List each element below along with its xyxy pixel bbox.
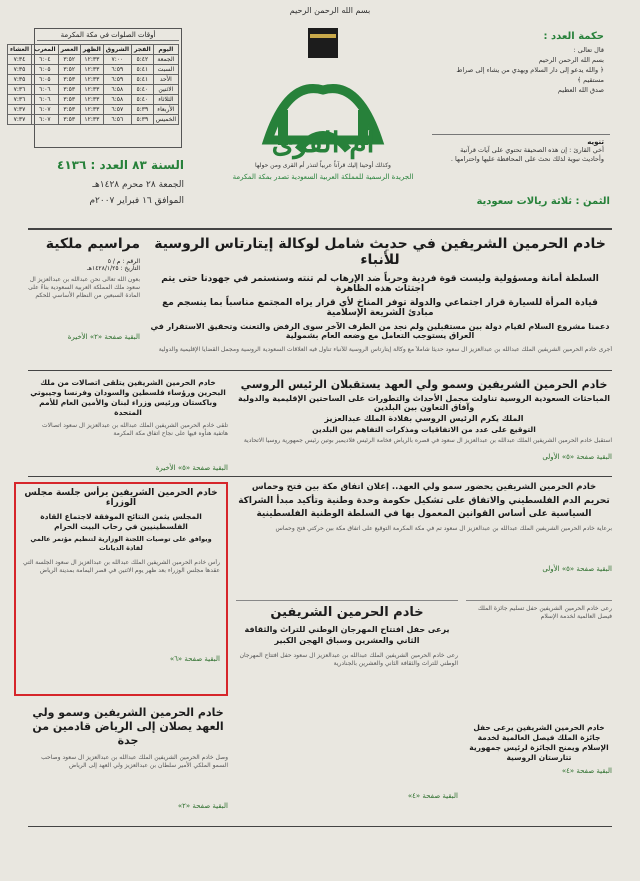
prayer-cell: ٦:٠٥ bbox=[32, 75, 58, 85]
calls-body: تلقى خادم الحرمين الشريفين الملك عبدالله بن عبدالعزيز آل سعود اتصالات هاتفية هنأوه فيها على نجاح اتفاق مكة المكرمة bbox=[41, 422, 228, 437]
putin-deck2: الملك يكرم الرئيس الروسي بقلادة الملك عبدالعزيز bbox=[324, 414, 524, 423]
prayer-row bbox=[7, 115, 178, 125]
faisal-prize-story bbox=[466, 600, 612, 820]
divider-2 bbox=[28, 370, 612, 371]
wisdom-line: قال تعالى : bbox=[573, 46, 604, 54]
mecca-deck2: السياسية على أساس القوانين المعمول بها في السلطة الوطنية الفلسطينية bbox=[256, 509, 592, 519]
wisdom-title: حكمة العدد : bbox=[543, 31, 604, 42]
janadriyah-more-link[interactable]: البقية صفحة «٤» bbox=[407, 792, 458, 800]
year-issue: السنة ٨٣ العدد : ٤١٣٦ bbox=[57, 158, 184, 172]
prayer-cell: ٣:٥٢ bbox=[58, 55, 80, 65]
wisdom-line: ﴿ والله يدعو إلى دار السلام ويهدي من يشاء إلى صراط مستقيم ﴾ bbox=[456, 66, 604, 84]
prayer-cell: الأربعاء bbox=[153, 105, 178, 115]
prayer-header-cell: الظهر bbox=[80, 45, 103, 55]
janadriyah-story bbox=[236, 600, 458, 820]
faisal-prize-body: رعى خادم الحرمين الشريفين حفل تسليم جائزة الملك فيصل العالمية لخدمة الإسلام bbox=[477, 605, 612, 620]
prayer-cell: ١٢:٣٣ bbox=[80, 75, 103, 85]
prayer-cell: ١٢:٣٣ bbox=[80, 105, 103, 115]
prayer-cell: ٣:٥٣ bbox=[58, 95, 80, 105]
return-title: خادم الحرمين الشريفين وسمو ولي العهد يصلان إلى الرياض قادمين من جدة bbox=[32, 706, 224, 747]
date-hijri: الجمعة ٢٨ محرم ١٤٢٨هـ bbox=[92, 180, 184, 190]
mecca-body: برعاية خادم الحرمين الشريفين الملك عبدالله بن عبدالعزيز آل سعود تم في مكة المكرمة التوقيع على اتفاق مكة بين حركتي فتح وحماس bbox=[275, 525, 612, 532]
date-gregorian: الموافق ١٦ فبراير ٢٠٠٧م bbox=[89, 196, 184, 206]
faisal-prize-title: خادم الحرمين الشريفين يرعى حفل جائزة الملك فيصل العالمية لخدمة الإسلام ويمنح الجائزة لرئيس جمهورية تتارستان الروسية bbox=[469, 723, 609, 762]
janadriyah-title: يرعى حفل افتتاح المهرجان الوطني للتراث والثقافة الثاني والعشرين وسباق الهجن الكبير bbox=[244, 625, 450, 645]
price: الثمن : ثلاثة ريالات سعودية bbox=[476, 196, 610, 207]
putin-more-link[interactable]: البقية صفحة «٥» الأولى bbox=[542, 453, 612, 461]
prayer-cell: ٧:٣٧ bbox=[7, 105, 31, 115]
lead-deck3: دعمنا مشروع السلام لقيام دولة بين مستقبلين ولم نجد من الطرف الآخر سوى الرفض والتعنت وتحقيق الاستقرار في العراق يستوجب التعامل مع وضعه العام بشمولية bbox=[150, 322, 610, 340]
prayer-header-cell: الشروق bbox=[103, 45, 131, 55]
bottom-rule bbox=[28, 826, 612, 827]
royal-decrees bbox=[28, 236, 140, 366]
prayer-cell: ٣:٥٣ bbox=[58, 105, 80, 115]
return-body: وصل خادم الحرمين الشريفين الملك عبدالله بن عبدالعزيز آل سعود وصاحب السمو الملكي الأمير سلطان بن عبدالعزيز ولي العهد إلى الرياض bbox=[41, 754, 228, 769]
cabinet-title: خادم الحرمين الشريفين يرأس جلسة مجلس الوزراء bbox=[24, 488, 218, 508]
putin-story bbox=[236, 378, 612, 470]
prayer-cell: ٧:٣٥ bbox=[7, 65, 31, 75]
prayer-row bbox=[7, 95, 178, 105]
prayer-cell: ٦:٠٤ bbox=[32, 55, 58, 65]
decrees-more-link[interactable]: البقية صفحة «٢» الأخيرة bbox=[67, 333, 140, 341]
prayer-cell: ٥:٤١ bbox=[132, 75, 154, 85]
calls-story bbox=[28, 378, 228, 470]
prayer-cell: ٣:٥٣ bbox=[58, 75, 80, 85]
putin-deck3: التوقيع على عدد من الاتفاقيات ومذكرات التفاهم بين البلدين bbox=[312, 425, 536, 434]
prayer-cell: ٦:٥٦ bbox=[103, 115, 131, 125]
masthead-title: أم القرى bbox=[271, 126, 375, 159]
prayer-cell: ٣:٥٣ bbox=[58, 115, 80, 125]
prayer-cell: ٦:٥٨ bbox=[103, 95, 131, 105]
notice-text: أخي القارئ : إن هذه الصحيفة تحتوي على آيات قرآنية وأحاديث نبوية لذلك نحث على المحافظة عليها واحترامها . bbox=[450, 146, 604, 163]
prayer-cell: ٥:٤٠ bbox=[132, 85, 154, 95]
return-story bbox=[28, 706, 228, 820]
cabinet-story bbox=[14, 482, 228, 696]
prayer-cell: ١٢:٣٣ bbox=[80, 85, 103, 95]
cabinet-deck1: المجلس يثمن النتائج الموفقة لاجتماع القادة الفلسطينيين في رحاب البيت الحرام bbox=[40, 512, 202, 531]
wisdom-line: بسم الله الرحمن الرحيم bbox=[538, 56, 604, 64]
decrees-number: الرقم : م / ٥ bbox=[107, 258, 140, 265]
faisal-prize-more-link[interactable]: البقية صفحة «٤» bbox=[561, 767, 612, 775]
wisdom-text bbox=[438, 45, 604, 95]
wisdom-line: صدق الله العظيم bbox=[557, 86, 604, 94]
prayer-cell: ٦:٥٩ bbox=[103, 65, 131, 75]
cabinet-body: رأس خادم الحرمين الشريفين الملك عبدالله بن عبدالعزيز آل سعود الجلسة التي عقدها مجلس الوزراء بعد ظهر يوم الاثنين في قصر اليمامة بمدينة الرياض bbox=[23, 559, 220, 574]
prayer-cell: ٦:٠٧ bbox=[32, 105, 58, 115]
prayer-header-cell: المغرب bbox=[32, 45, 58, 55]
mecca-title: خادم الحرمين الشريفين يحضور سمو ولي العهد.. إعلان اتفاق مكة بين فتح وحماس bbox=[251, 482, 597, 492]
putin-body: استقبل خادم الحرمين الشريفين الملك عبدالله بن عبدالعزيز آل سعود في قصره بالرياض فخامة الرئيس فلاديمير بوتين رئيس جمهورية روسيا الاتحادية bbox=[243, 437, 612, 444]
prayer-times-table bbox=[7, 44, 179, 125]
lead-body: أجرى خادم الحرمين الشريفين الملك عبدالله بن عبدالعزيز آل سعود حديثاً شاملاً مع وكالة إيتارتاس الروسية للأنباء تناول فيه العلاقات السعودية الروسية ومجمل القضايا الإقليمية والدولية bbox=[158, 346, 612, 353]
prayer-row bbox=[7, 105, 178, 115]
prayer-cell: السبت bbox=[153, 65, 178, 75]
notice-title: تنويه bbox=[587, 138, 604, 146]
prayer-cell: ٦:٠٦ bbox=[32, 85, 58, 95]
calls-title: خادم الحرمين الشريفين يتلقى اتصالات من ملك البحرين ورؤساء فلسطين والسودان وفرنسا وجيبوتي وباكستان ورئيس وزراء لبنان والأمين العام للأمم المتحدة bbox=[30, 378, 226, 417]
prayer-cell: الخميس bbox=[153, 115, 178, 125]
putin-deck1: المباحثات السعودية الروسية تناولت مجمل الأحداث والتطورات على الساحتين الإقليمية والدولية وآفاق التعاون بين البلدين bbox=[238, 394, 610, 412]
masthead bbox=[228, 20, 418, 210]
lead-deck1: السلطة أمانة ومسؤولية وليست قوة فردية وحرباً ضد الإرهاب لم تنته وسنستمر في جهودنا حتى يتم اجتثاث هذه الظاهرة bbox=[161, 274, 599, 294]
putin-title: خادم الحرمين الشريفين وسمو ولي العهد يستقبلان الرئيس الروسي bbox=[240, 378, 608, 391]
prayer-cell: ٧:٣٥ bbox=[7, 75, 31, 85]
janadriyah-kicker: خادم الحرمين الشريفين bbox=[270, 605, 424, 620]
prayer-cell: ٧:٣٧ bbox=[7, 115, 31, 125]
prayer-cell: ٣:٥٣ bbox=[58, 85, 80, 95]
prayer-cell: ٧:٣٦ bbox=[7, 95, 31, 105]
prayer-row bbox=[7, 65, 178, 75]
prayer-cell: ٧:٠٠ bbox=[103, 55, 131, 65]
prayer-cell: الاثنين bbox=[153, 85, 178, 95]
prayer-row bbox=[7, 85, 178, 95]
prayer-cell: ١٢:٣٣ bbox=[80, 115, 103, 125]
prayer-header-cell: العشاء bbox=[7, 45, 31, 55]
mecca-more-link[interactable]: البقية صفحة «٥» الأولى bbox=[542, 565, 612, 573]
masthead-divider bbox=[28, 228, 612, 230]
basmala: بسم الله الرحمن الرحيم bbox=[289, 6, 371, 15]
cabinet-more-link[interactable]: البقية صفحة «٦» bbox=[169, 655, 220, 663]
return-more-link[interactable]: البقية صفحة «٢» bbox=[177, 802, 228, 810]
prayer-header-cell: اليوم bbox=[153, 45, 178, 55]
prayer-times-title: أوقات الصلوات في مكة المكرمة bbox=[37, 31, 179, 41]
prayer-cell: ٥:٤٢ bbox=[132, 55, 154, 65]
wisdom-box bbox=[432, 28, 610, 126]
decrees-body: بعون الله تعالى نحن عبدالله بن عبدالعزيز آل سعود ملك المملكة العربية السعودية بناءً على المادة السبعين من النظام الأساسي للحكم bbox=[28, 276, 140, 299]
prayer-cell: ١٢:٣٣ bbox=[80, 95, 103, 105]
prayer-cell: ٧:٣٦ bbox=[7, 85, 31, 95]
prayer-cell: ١٢:٣٣ bbox=[80, 55, 103, 65]
prayer-cell: ٧:٣٤ bbox=[7, 55, 31, 65]
prayer-times-box bbox=[9, 28, 182, 148]
prayer-cell: ٦:٠٧ bbox=[32, 115, 58, 125]
prayer-cell: ٥:٣٩ bbox=[132, 115, 154, 125]
mecca-agreement-story bbox=[236, 482, 612, 594]
lead-story bbox=[148, 236, 612, 366]
mecca-deck1: تحريم الدم الفلسطيني والاتفاق على تشكيل حكومة وحدة وطنية وتأكيد مبدأ الشراكة bbox=[238, 496, 610, 506]
prayer-cell: ٥:٤١ bbox=[132, 65, 154, 75]
prayer-cell: ٦:٥٧ bbox=[103, 105, 131, 115]
prayer-cell: ٣:٥٢ bbox=[58, 65, 80, 75]
prayer-cell: ٦:٠٥ bbox=[32, 65, 58, 75]
prayer-row bbox=[7, 75, 178, 85]
prayer-cell: الأحد bbox=[153, 75, 178, 85]
lead-kicker: خادم الحرمين الشريفين في حديث شامل لوكالة إيتارتاس الروسية للأنباء bbox=[154, 236, 606, 268]
notice-box bbox=[432, 134, 610, 180]
prayer-cell: ٦:٥٨ bbox=[103, 85, 131, 95]
decrees-title: مراسيم ملكية bbox=[45, 236, 140, 252]
prayer-row bbox=[7, 55, 178, 65]
cabinet-deck2: ويوافق على توصيات اللجنة الوزارية لتنظيم مؤتمر عالمي لقادة الديانات bbox=[30, 535, 212, 552]
prayer-header-cell: الفجر bbox=[132, 45, 154, 55]
prayer-cell: ٥:٤٠ bbox=[132, 95, 154, 105]
janadriyah-body: رعى خادم الحرمين الشريفين الملك عبدالله بن عبدالعزيز آل سعود حفل افتتاح المهرجان الوطني للتراث والثقافة الثاني والعشرين بالجنادرية bbox=[239, 652, 458, 667]
prayer-cell: الجمعة bbox=[153, 55, 178, 65]
prayer-cell: ١٢:٣٣ bbox=[80, 65, 103, 75]
divider-3 bbox=[28, 476, 612, 477]
prayer-cell: ٦:٥٩ bbox=[103, 75, 131, 85]
prayer-cell: الثلاثاء bbox=[153, 95, 178, 105]
prayer-cell: ٦:٠٦ bbox=[32, 95, 58, 105]
prayer-cell: ٥:٣٩ bbox=[132, 105, 154, 115]
decrees-date: التاريخ : ١٤٢٨/١/٢٥هـ bbox=[87, 265, 140, 272]
calls-more-link[interactable]: البقية صفحة «٥» الأخيرة bbox=[155, 464, 228, 472]
masthead-tagline: وكذلك أوحينا إليك قرآناً عربياً لتنذر أم القرى ومن حولها bbox=[255, 162, 391, 169]
lead-deck2: قيادة المرأة للسيارة قرار اجتماعي والدولة توفر المناخ لأي قرار يراه المجتمع مناسباً بما ينسجم مع مبادئ الشريعة الإسلامية bbox=[162, 298, 598, 318]
prayer-header-cell: العصر bbox=[58, 45, 80, 55]
masthead-subtitle: الجريدة الرسمية للمملكة العربية السعودية تصدر بمكة المكرمة bbox=[232, 173, 414, 181]
